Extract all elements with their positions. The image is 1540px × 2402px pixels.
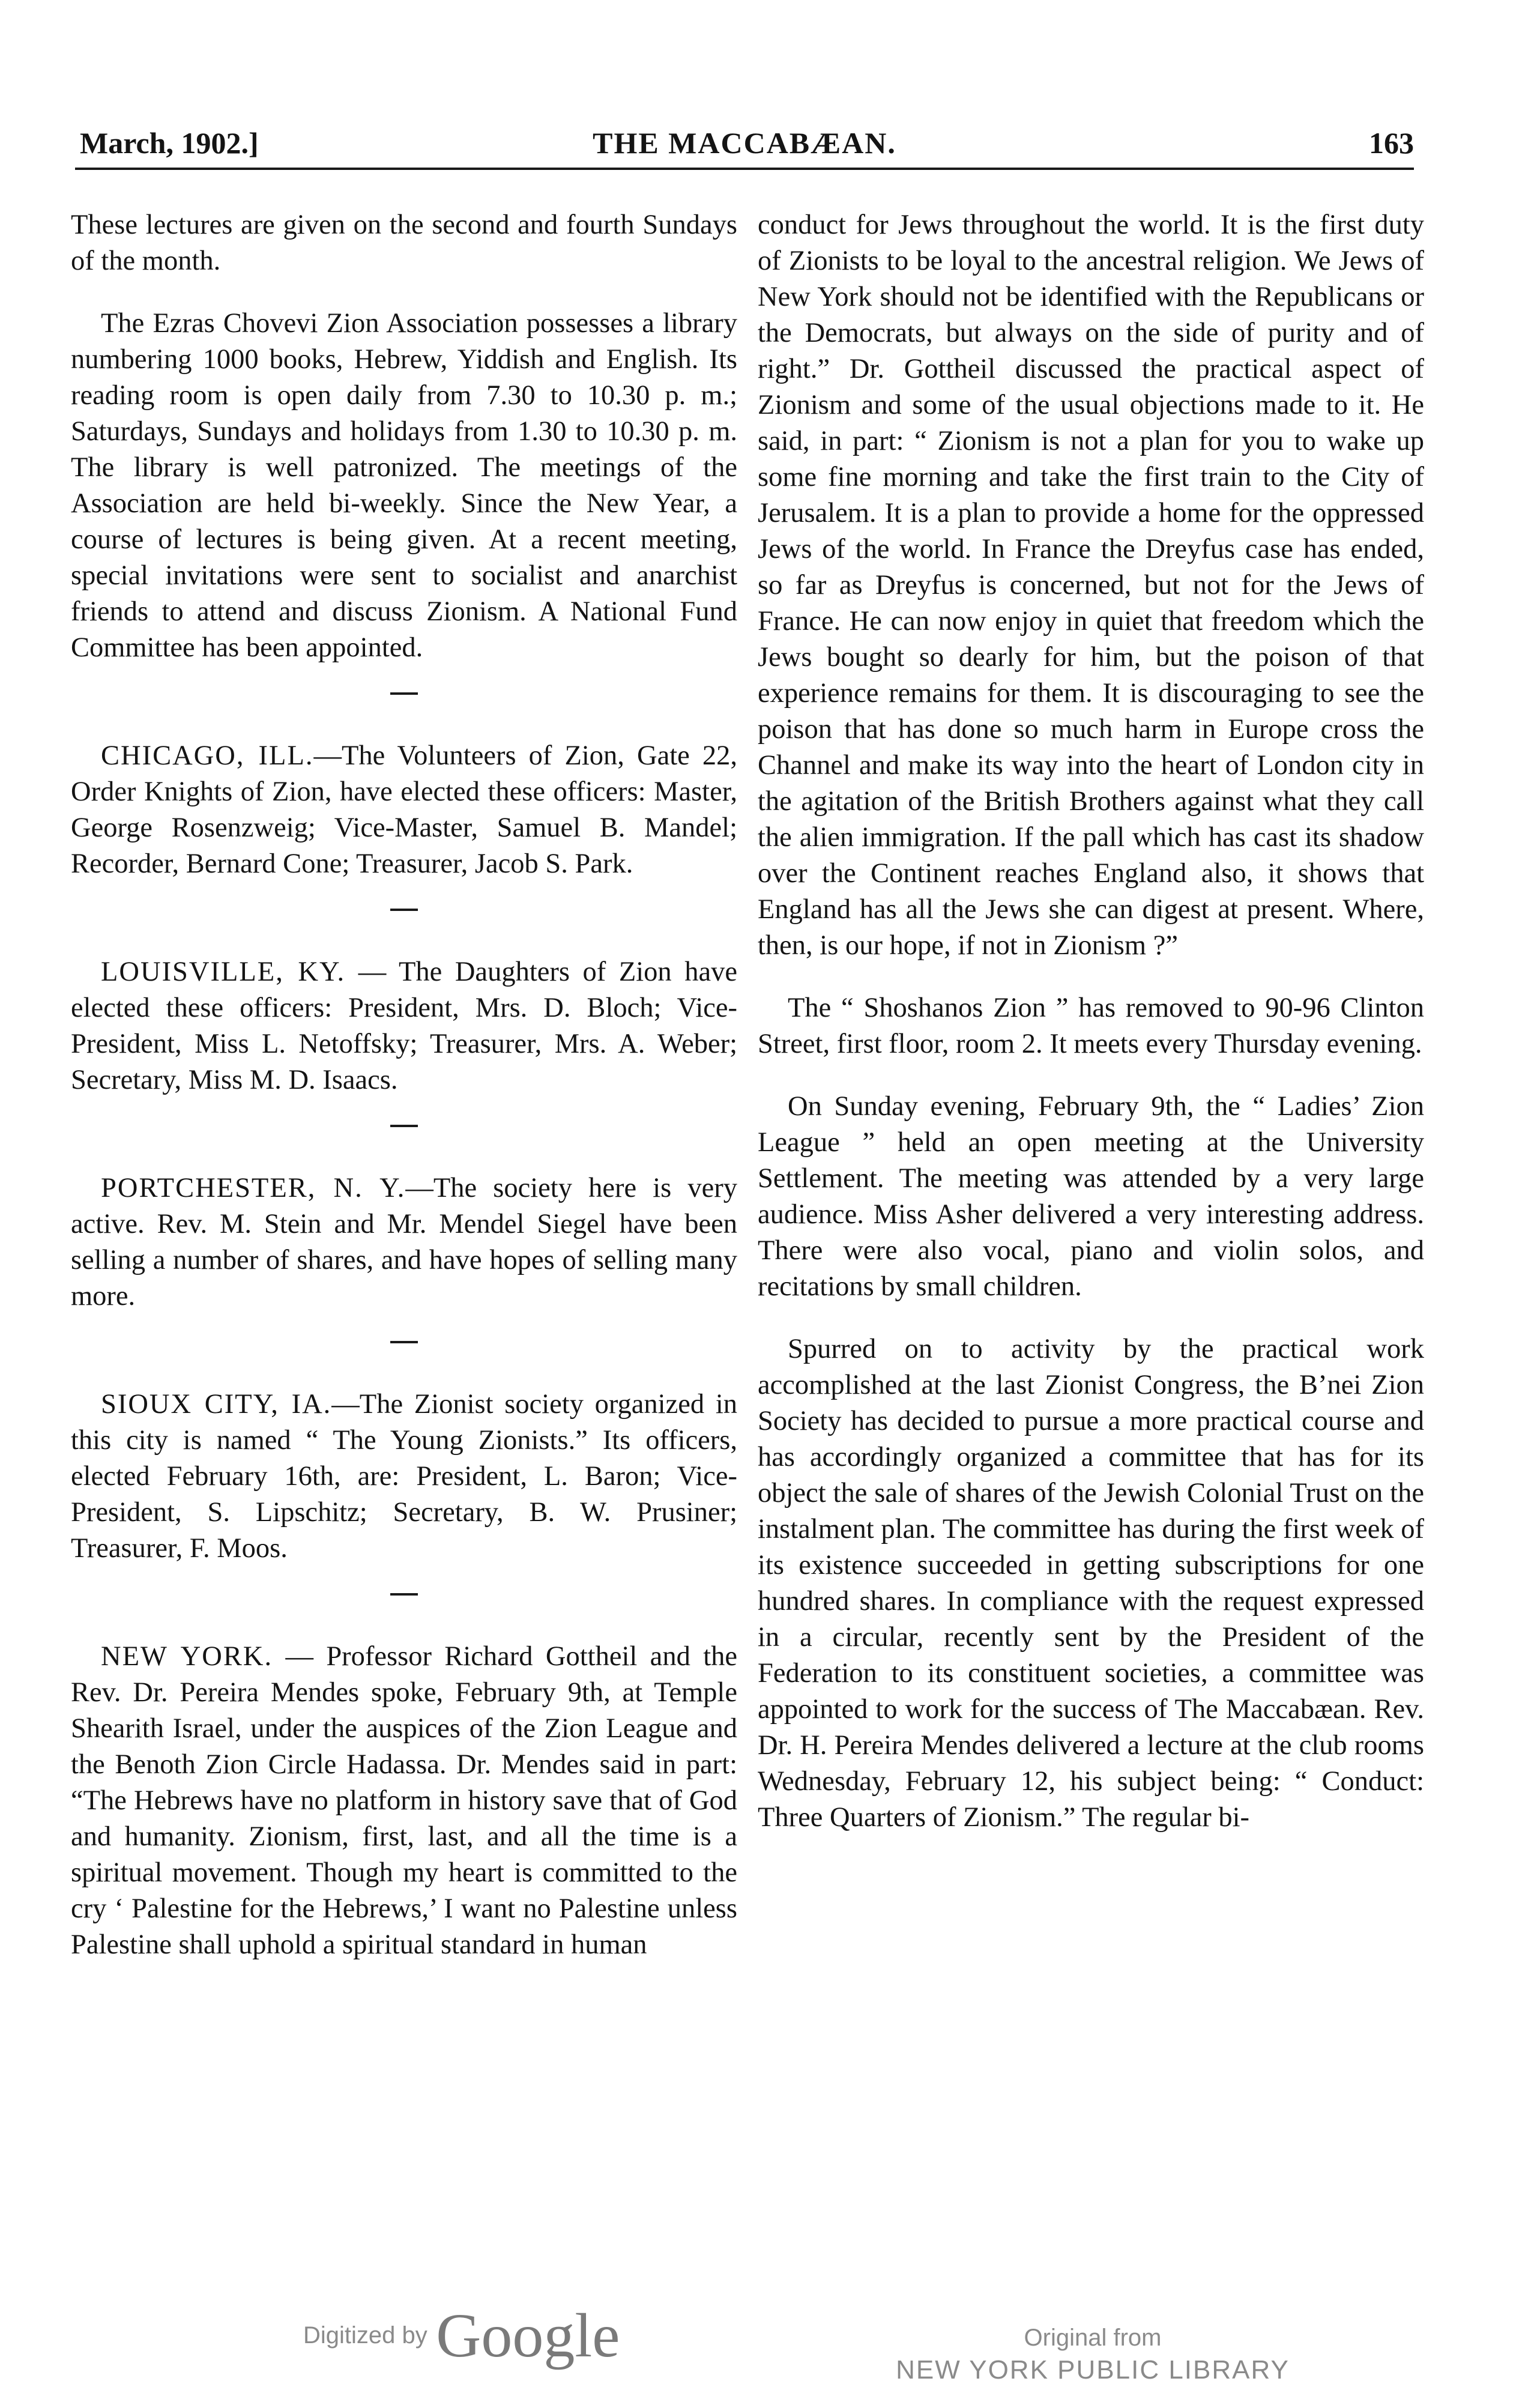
page-number: 163 (1369, 126, 1414, 160)
right-column (758, 207, 1424, 1862)
paragraph-louisville (71, 954, 737, 1098)
place-name: SIOUX CITY, IA. (101, 1389, 332, 1420)
digitized-by-google-watermark (303, 2300, 620, 2371)
library-name: NEW YORK PUBLIC LIBRARY (896, 2355, 1290, 2385)
paragraph-text: —The society here is very active. Rev. M. Stein and Mr. Mendel Siegel have been selling a number of shares, and have hopes of selling many more. (71, 1173, 737, 1311)
section-divider (390, 692, 418, 695)
source-library-watermark (865, 2322, 1321, 2386)
place-name: NEW YORK. (101, 1641, 273, 1672)
paragraph-shoshanos-zion: The “ Shoshanos Zion ” has removed to 90-96 Clinton Street, first floor, room 2. It meets every Thursday evening. (758, 993, 1424, 1059)
digitized-by-label: Digitized by (303, 2322, 427, 2349)
paragraph-ezras-chovevi: The Ezras Chovevi Zion Association possesses a library numbering 1000 books, Hebrew, Yiddish and English. Its reading room is open daily from 7.30 to 10.30 p. m.; Saturdays, Sundays and holidays from 1.30 to 10.30 p. m. The library is well patronized. The meetings of the Association are held bi-weekly. Since the New Year, a course of lectures is being given. At a recent meeting, special invitations were sent to socialist and anarchist friends to attend and discuss Zionism. A National Fund Committee has been appointed. (71, 308, 737, 663)
paragraph-text: —The Zionist society organized in this city is named “ The Young Zionists.” Its officers, elected February 16th, are: President, L. Baron; Vice-President, S. Lipschitz; Secretary, B. W. Prusiner; Treasurer, F. Moos. (71, 1389, 737, 1564)
paragraph-lectures: These lectures are given on the second and fourth Sundays of the month. (71, 210, 737, 276)
paragraph-ladies-zion-league: On Sunday evening, February 9th, the “ Ladies’ Zion League ” held an open meeting at the University Settlement. The meeting was attended by a very large audience. Miss Asher delivered a very interesting address. There were also vocal, piano and violin solos, and recitations by small children. (758, 1091, 1424, 1302)
original-from-label: Original from (1024, 2325, 1162, 2351)
paragraph-bnei-zion: Spurred on to activity by the practical work accomplished at the last Zionist Congress, the B’nei Zion Society has decided to pursue a more practical course and has accordingly organized a committee that has for its object the sale of shares of the Jewish Colonial Trust on the instalment plan. The committee has during the first week of its existence succeeded in getting subscriptions for one hundred shares. In compliance with the request expressed in a circular, recently sent by the President of the Federation to its constituent societies, a committee was appointed to work for the success of The Maccabæan. Rev. Dr. H. Pereira Mendes delivered a lecture at the club rooms Wednesday, February 12, his subject being: “ Conduct: Three Quarters of Zionism.” The regular bi- (758, 1334, 1424, 1833)
header-date: March, 1902.] (80, 126, 259, 160)
paragraph-new-york (71, 1639, 737, 1963)
header-journal-title: THE MACCABÆAN. (593, 126, 896, 160)
section-divider (390, 1125, 418, 1127)
section-divider (390, 1341, 418, 1343)
paragraph-chicago (71, 738, 737, 882)
paragraph-new-york-continued: conduct for Jews throughout the world. It is the first duty of Zionists to be loyal to the ancestral religion. We Jews of New York should not be identified with the Republicans or the Democrats, but always on the side of purity and of right.” Dr. Gottheil discussed the practical aspect of Zionism and some of the usual objections made to it. He said, in part: “ Zionism is not a plan for you to wake up some fine morning and take the first train to the City of Jerusalem. It is a plan to provide a home for the oppressed Jews of the world. In France the Dreyfus case has ended, so far as Dreyfus is concerned, but not for the Jews of France. He can now enjoy in quiet that freedom which the Jews bought so dearly for him, but the poison of that experience remains for them. It is discouraging to see the poison that has done so much harm in Europe cross the Channel and make its way into the heart of London city in the agitation of the British Brothers against what they call the alien immigration. If the pall which has cast its shadow over the Continent reaches England also, it shows that England has all the Jews she can digest at present. Where, then, is our hope, if not in Zionism ?” (758, 210, 1424, 961)
google-logo: Google (436, 2301, 620, 2370)
section-divider (390, 909, 418, 911)
paragraph-portchester (71, 1170, 737, 1314)
paragraph-text: —The Volunteers of Zion, Gate 22, Order Knights of Zion, have elected these officers: Master, George Rosenzweig; Vice-Master, Samuel B. Mandel; Recorder, Bernard Cone; Treasurer, Jacob S. Park. (71, 740, 737, 879)
section-divider (390, 1593, 418, 1596)
place-name: PORTCHESTER, N. Y. (101, 1173, 406, 1203)
paragraph-text: — The Daughters of Zion have elected these officers: President, Mrs. D. Bloch; Vice-President, Miss L. Netoffsky; Treasurer, Mrs. A. Weber; Secretary, Miss M. D. Isaacs. (71, 957, 738, 1095)
place-name: CHICAGO, ILL. (101, 740, 314, 771)
place-name: LOUISVILLE, KY. (101, 957, 346, 987)
left-column (71, 207, 737, 1989)
paragraph-text: — Professor Richard Gottheil and the Rev. Dr. Pereira Mendes spoke, February 9th, at Temple Shearith Israel, under the auspices of the Zion League and the Benoth Zion Circle Hadassa. Dr. Mendes said in part: “The Hebrews have no platform in history save that of God and humanity. Zionism, first, last, and all the time is a spiritual movement. Though my heart is committed to the cry ‘ Palestine for the Hebrews,’ I want no Palestine unless Palestine shall uphold a spiritual standard in human (71, 1641, 738, 1960)
running-header (75, 123, 1414, 170)
paragraph-sioux-city (71, 1387, 737, 1567)
